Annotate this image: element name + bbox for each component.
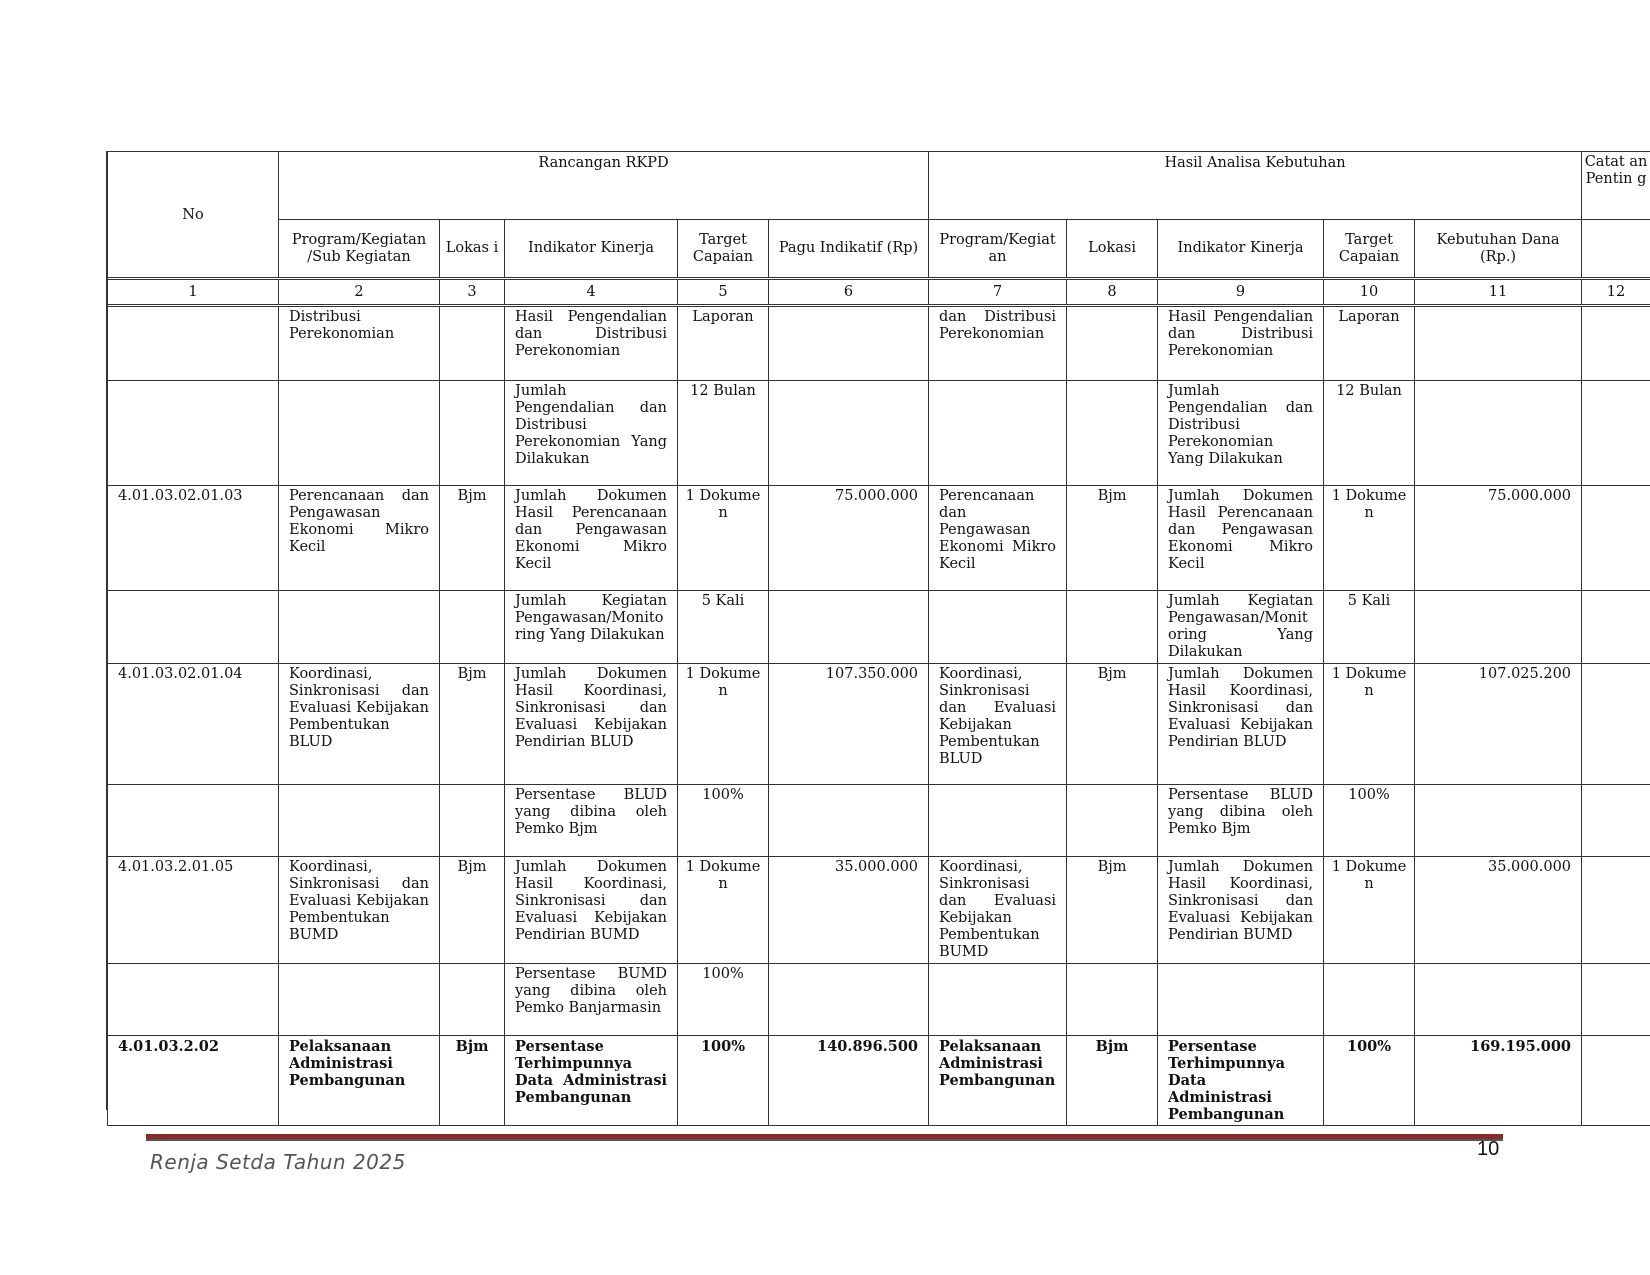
row-catatan	[1582, 591, 1650, 664]
row-indikator-2: Persentase BLUD yang dibina oleh Pemko Bjm	[1158, 785, 1324, 857]
column-number: 3	[440, 279, 505, 306]
footer-rule	[146, 1134, 1503, 1141]
row-program-2	[929, 785, 1067, 857]
row-indikator-2	[1158, 964, 1324, 1036]
row-program: Koordinasi, Sinkronisasi dan Evaluasi Kebijakan Pembentukan BUMD	[279, 857, 440, 964]
row-program: Koordinasi, Sinkronisasi dan Evaluasi Kebijakan Pembentukan BLUD	[279, 664, 440, 785]
row-indikator-2: Jumlah Dokumen Hasil Koordinasi, Sinkronisasi dan Evaluasi Kebijakan Pendirian BUMD	[1158, 857, 1324, 964]
table-row	[108, 857, 1650, 964]
row-kebutuhan: 75.000.000	[1415, 486, 1582, 591]
row-lokasi-2: Bjm	[1067, 664, 1158, 785]
row-indikator: Persentase BUMD yang dibina oleh Pemko Banjarmasin	[505, 964, 678, 1036]
row-indikator: Jumlah Kegiatan Pengawasan/Monito ring Yang Dilakukan	[505, 591, 678, 664]
row-lokasi-2	[1067, 306, 1158, 381]
row-indikator: Hasil Pengendalian dan Distribusi Perekonomian	[505, 306, 678, 381]
row-pagu: 140.896.500	[769, 1036, 929, 1126]
row-indikator: Jumlah Dokumen Hasil Koordinasi, Sinkronisasi dan Evaluasi Kebijakan Pendirian BLUD	[505, 664, 678, 785]
header-no: No	[108, 152, 279, 279]
row-kebutuhan	[1415, 381, 1582, 486]
row-target-2: 100%	[1324, 785, 1415, 857]
row-lokasi: Bjm	[440, 1036, 505, 1126]
row-catatan	[1582, 381, 1650, 486]
row-no: 4.01.03.2.01.05	[108, 857, 279, 964]
row-kebutuhan: 35.000.000	[1415, 857, 1582, 964]
table-row	[108, 486, 1650, 591]
row-indikator: Persentase Terhimpunnya Data Administrasi Pembangunan	[505, 1036, 678, 1126]
column-number: 9	[1158, 279, 1324, 306]
row-program: Distribusi Perekonomian	[279, 306, 440, 381]
row-target: 1 Dokume n	[678, 664, 769, 785]
row-pagu	[769, 785, 929, 857]
row-program	[279, 591, 440, 664]
column-number: 5	[678, 279, 769, 306]
header-group-rkpd: Rancangan RKPD	[279, 152, 929, 220]
row-target-2: 100%	[1324, 1036, 1415, 1126]
table-body	[108, 306, 1650, 1126]
row-program: Pelaksanaan Administrasi Pembangunan	[279, 1036, 440, 1126]
header-group-hasil: Hasil Analisa Kebutuhan	[929, 152, 1582, 220]
row-no	[108, 306, 279, 381]
row-lokasi	[440, 785, 505, 857]
row-pagu: 75.000.000	[769, 486, 929, 591]
column-number: 8	[1067, 279, 1158, 306]
row-program	[279, 964, 440, 1036]
row-catatan	[1582, 785, 1650, 857]
row-pagu	[769, 591, 929, 664]
row-target: 100%	[678, 785, 769, 857]
rkpd-table	[107, 151, 1650, 1126]
row-lokasi: Bjm	[440, 857, 505, 964]
row-lokasi-2	[1067, 785, 1158, 857]
row-lokasi	[440, 591, 505, 664]
table-row	[108, 591, 1650, 664]
row-kebutuhan	[1415, 306, 1582, 381]
row-indikator-2: Jumlah Kegiatan Pengawasan/Monit oring Yang Dilakukan	[1158, 591, 1324, 664]
row-lokasi-2: Bjm	[1067, 1036, 1158, 1126]
table-row	[108, 664, 1650, 785]
table-row	[108, 785, 1650, 857]
row-target: Laporan	[678, 306, 769, 381]
header-lokasi-2: Lokasi	[1067, 220, 1158, 279]
row-no: 4.01.03.2.02	[108, 1036, 279, 1126]
header-indikator-2: Indikator Kinerja	[1158, 220, 1324, 279]
table-row	[108, 306, 1650, 381]
row-target-2: 1 Dokume n	[1324, 664, 1415, 785]
column-number: 6	[769, 279, 929, 306]
row-catatan	[1582, 664, 1650, 785]
row-target: 5 Kali	[678, 591, 769, 664]
header-target-2: Target Capaian	[1324, 220, 1415, 279]
row-no	[108, 591, 279, 664]
row-lokasi: Bjm	[440, 664, 505, 785]
row-indikator-2: Jumlah Pengendalian dan Distribusi Perekonomian Yang Dilakukan	[1158, 381, 1324, 486]
column-number: 10	[1324, 279, 1415, 306]
row-kebutuhan	[1415, 591, 1582, 664]
row-program-2: Koordinasi, Sinkronisasi dan Evaluasi Kebijakan Pembentukan BLUD	[929, 664, 1067, 785]
column-number: 12	[1582, 279, 1650, 306]
row-no: 4.01.03.02.01.04	[108, 664, 279, 785]
row-kebutuhan	[1415, 964, 1582, 1036]
row-catatan	[1582, 486, 1650, 591]
row-target: 100%	[678, 964, 769, 1036]
row-lokasi-2	[1067, 591, 1158, 664]
row-program	[279, 381, 440, 486]
header-program-2: Program/Kegiat an	[929, 220, 1067, 279]
row-target-2: Laporan	[1324, 306, 1415, 381]
row-lokasi	[440, 381, 505, 486]
row-kebutuhan	[1415, 785, 1582, 857]
row-kebutuhan: 107.025.200	[1415, 664, 1582, 785]
column-number: 11	[1415, 279, 1582, 306]
row-program-2	[929, 591, 1067, 664]
column-number: 4	[505, 279, 678, 306]
footer-title: Renja Setda Tahun 2025	[150, 1150, 406, 1174]
row-target: 1 Dokume n	[678, 486, 769, 591]
row-no	[108, 381, 279, 486]
row-program-2	[929, 381, 1067, 486]
table-row	[108, 381, 1650, 486]
row-target-2	[1324, 964, 1415, 1036]
row-target: 1 Dokume n	[678, 857, 769, 964]
row-indikator-2: Hasil Pengendalian dan Distribusi Perekonomian	[1158, 306, 1324, 381]
row-target-2: 1 Dokume n	[1324, 486, 1415, 591]
row-pagu: 35.000.000	[769, 857, 929, 964]
row-program-2: dan Distribusi Perekonomian	[929, 306, 1067, 381]
row-pagu	[769, 306, 929, 381]
row-indikator-2: Persentase Terhimpunnya Data Administrasi Pembangunan	[1158, 1036, 1324, 1126]
row-lokasi	[440, 306, 505, 381]
row-catatan	[1582, 964, 1650, 1036]
page-number: 10	[1477, 1138, 1500, 1160]
row-no	[108, 785, 279, 857]
row-lokasi-2: Bjm	[1067, 486, 1158, 591]
row-indikator: Jumlah Pengendalian dan Distribusi Perekonomian Yang Dilakukan	[505, 381, 678, 486]
row-target-2: 5 Kali	[1324, 591, 1415, 664]
table-row	[108, 964, 1650, 1036]
table-header	[108, 152, 1650, 306]
row-no	[108, 964, 279, 1036]
row-lokasi-2	[1067, 381, 1158, 486]
header-indikator-1: Indikator Kinerja	[505, 220, 678, 279]
row-pagu: 107.350.000	[769, 664, 929, 785]
row-lokasi: Bjm	[440, 486, 505, 591]
row-lokasi	[440, 964, 505, 1036]
row-program-2	[929, 964, 1067, 1036]
row-kebutuhan: 169.195.000	[1415, 1036, 1582, 1126]
column-number: 2	[279, 279, 440, 306]
row-indikator: Jumlah Dokumen Hasil Koordinasi, Sinkronisasi dan Evaluasi Kebijakan Pendirian BUMD	[505, 857, 678, 964]
row-pagu	[769, 964, 929, 1036]
row-program	[279, 785, 440, 857]
row-lokasi-2: Bjm	[1067, 857, 1158, 964]
row-target: 12 Bulan	[678, 381, 769, 486]
row-target-2: 12 Bulan	[1324, 381, 1415, 486]
column-number: 1	[108, 279, 279, 306]
row-indikator-2: Jumlah Dokumen Hasil Koordinasi, Sinkronisasi dan Evaluasi Kebijakan Pendirian BLUD	[1158, 664, 1324, 785]
header-catatan-blank	[1582, 220, 1650, 279]
header-catatan: Catat an Pentin g	[1582, 152, 1650, 220]
header-kebutuhan: Kebutuhan Dana (Rp.)	[1415, 220, 1582, 279]
header-target-1: Target Capaian	[678, 220, 769, 279]
row-indikator: Jumlah Dokumen Hasil Perencanaan dan Pengawasan Ekonomi Mikro Kecil	[505, 486, 678, 591]
header-program-1: Program/Kegiatan /Sub Kegiatan	[279, 220, 440, 279]
row-program: Perencanaan dan Pengawasan Ekonomi Mikro Kecil	[279, 486, 440, 591]
header-pagu: Pagu Indikatif (Rp)	[769, 220, 929, 279]
table-row	[108, 1036, 1650, 1126]
row-catatan	[1582, 857, 1650, 964]
row-target: 100%	[678, 1036, 769, 1126]
column-number: 7	[929, 279, 1067, 306]
row-lokasi-2	[1067, 964, 1158, 1036]
row-indikator-2: Jumlah Dokumen Hasil Perencanaan dan Pengawasan Ekonomi Mikro Kecil	[1158, 486, 1324, 591]
row-program-2: Koordinasi, Sinkronisasi dan Evaluasi Kebijakan Pembentukan BUMD	[929, 857, 1067, 964]
row-target-2: 1 Dokume n	[1324, 857, 1415, 964]
row-catatan	[1582, 1036, 1650, 1126]
row-catatan	[1582, 306, 1650, 381]
row-pagu	[769, 381, 929, 486]
header-lokasi-1: Lokas i	[440, 220, 505, 279]
row-program-2: Perencanaan dan Pengawasan Ekonomi Mikro Kecil	[929, 486, 1067, 591]
header-column-numbers	[108, 279, 1650, 306]
row-indikator: Persentase BLUD yang dibina oleh Pemko Bjm	[505, 785, 678, 857]
row-no: 4.01.03.02.01.03	[108, 486, 279, 591]
row-program-2: Pelaksanaan Administrasi Pembangunan	[929, 1036, 1067, 1126]
